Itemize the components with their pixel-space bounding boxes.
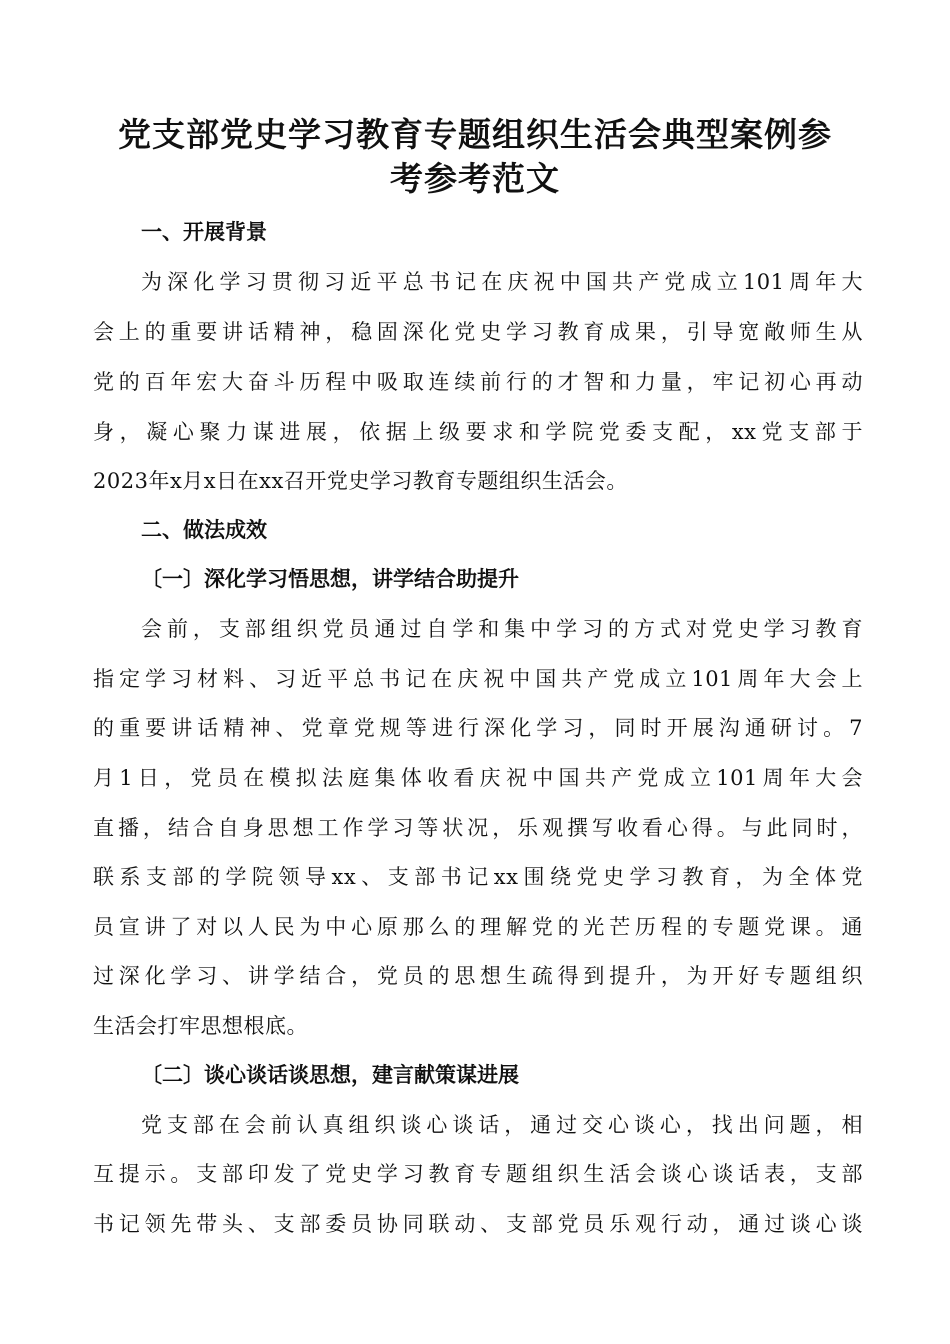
paragraph-line: 会上的重要讲话精神，稳固深化党史学习教育成果，引导宽敞师生从	[93, 320, 863, 344]
paragraph-line: 联系支部的学院领导xx、支部书记xx围绕党史学习教育，为全体党	[93, 865, 863, 889]
section-heading-practices: 二、做法成效	[141, 517, 267, 542]
paragraph-line: 书记领先带头、支部委员协同联动、支部党员乐观行动，通过谈心谈	[93, 1212, 863, 1236]
paragraph-line: 为深化学习贯彻习近平总书记在庆祝中国共产党成立101周年大	[141, 270, 863, 294]
subsection-heading-2: 〔二〕谈心谈话谈思想，建言献策谋进展	[141, 1062, 519, 1087]
paragraph-line: 身，凝心聚力谋进展，依据上级要求和学院党委支配，xx党支部于	[93, 420, 863, 444]
paragraph-line: 的重要讲话精神、党章党规等进行深化学习，同时开展沟通研讨。7	[93, 716, 863, 740]
paragraph-line: 2023年x月x日在xx召开党史学习教育专题组织生活会。	[93, 469, 628, 493]
paragraph-line: 会前，支部组织党员通过自学和集中学习的方式对党史学习教育	[141, 617, 863, 641]
paragraph-line: 员宣讲了对以人民为中心原那么的理解党的光芒历程的专题党课。通	[93, 915, 863, 939]
document-title-line-2: 考参考范文	[390, 159, 560, 198]
paragraph-line: 互提示。支部印发了党史学习教育专题组织生活会谈心谈话表，支部	[93, 1162, 863, 1186]
paragraph-line: 直播，结合自身思想工作学习等状况，乐观撰写收看心得。与此同时，	[93, 816, 863, 840]
paragraph-line: 生活会打牢思想根底。	[93, 1014, 308, 1038]
paragraph-line: 月1日，党员在模拟法庭集体收看庆祝中国共产党成立101周年大会	[93, 766, 863, 790]
paragraph-line: 过深化学习、讲学结合，党员的思想生疏得到提升，为开好专题组织	[93, 964, 863, 988]
subsection-heading-1: 〔一〕深化学习悟思想，讲学结合助提升	[141, 566, 519, 591]
paragraph-line: 指定学习材料、习近平总书记在庆祝中国共产党成立101周年大会上	[93, 667, 863, 691]
paragraph-line: 党的百年宏大奋斗历程中吸取连续前行的才智和力量，牢记初心再动	[93, 370, 863, 394]
section-heading-background: 一、开展背景	[141, 219, 267, 244]
paragraph-line: 党支部在会前认真组织谈心谈话，通过交心谈心，找出问题，相	[141, 1113, 863, 1137]
document-title-line-1: 党支部党史学习教育专题组织生活会典型案例参	[118, 115, 832, 154]
